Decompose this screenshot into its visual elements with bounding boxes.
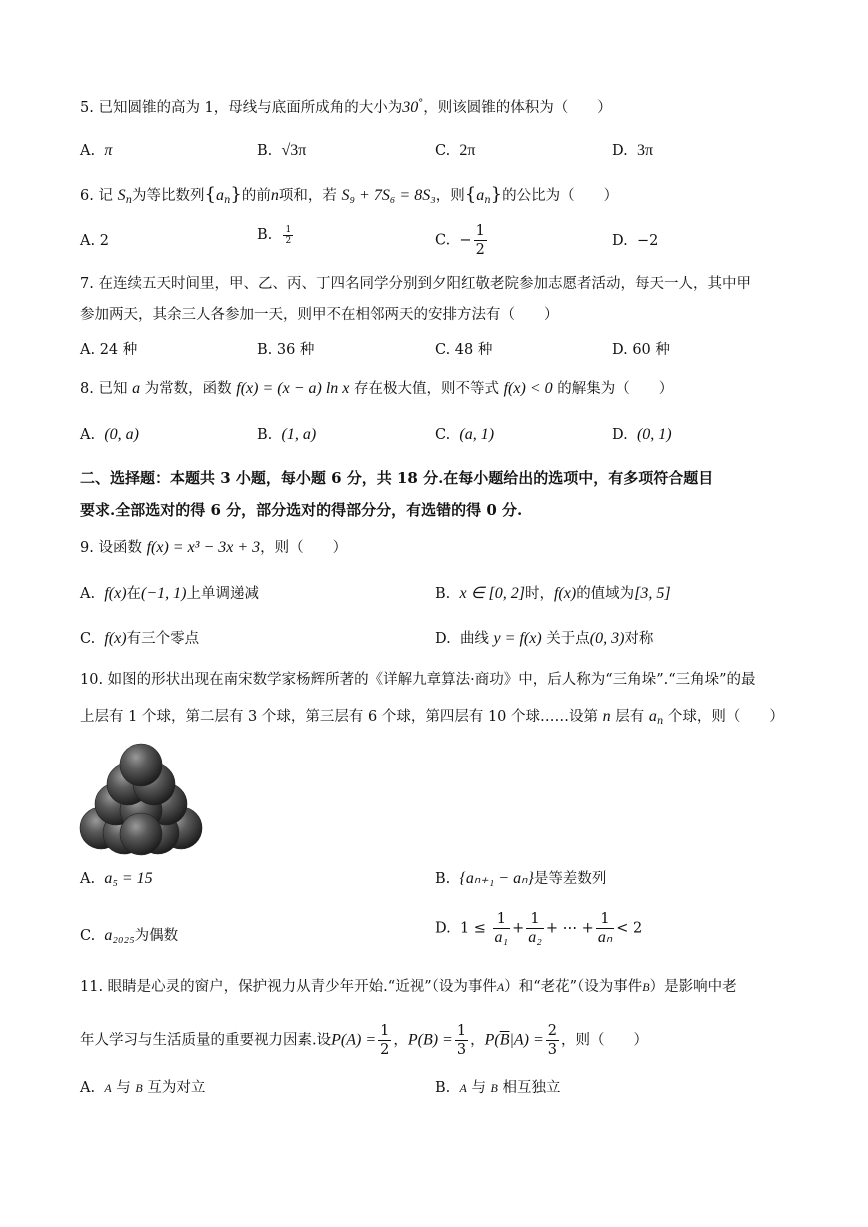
q8-option-d: D. (0, 1) xyxy=(612,426,672,443)
q7-line1: 7. 在连续五天时间里，甲、乙、丙、丁四名同学分别到夕阳红敬老院参加志愿者活动，每天一人，其中甲 xyxy=(80,276,751,292)
triangular-pile-figure xyxy=(76,738,206,856)
q10-line2: 上层有 1 个球，第二层有 3 个球，第三层有 6 个球，第四层有 10 个球……设第 n 层有 $a_n$ 个球，则（ ） xyxy=(80,708,784,727)
q10-d-frac-n: $\frac{1}{\text{aₙ}}$ xyxy=(597,911,613,946)
section2-line1: 二、选择题：本题共 3 小题，每小题 6 分，共 18 分.在每小题给出的选项中，有多项符合题目 xyxy=(80,469,714,487)
q5-option-d: D. 3π xyxy=(612,142,654,159)
q11-pb-fraction: $\frac{1}{3}$ xyxy=(456,1023,467,1058)
q6-option-b: B. $\frac{1}{2}$ xyxy=(257,224,292,246)
q5-degree: ° xyxy=(418,98,424,109)
q5-option-c: C. 2π xyxy=(435,142,476,159)
q10-d-frac-1: $\frac{1}{\text{a₁}}$ xyxy=(494,911,509,946)
q7-option-c: C. 48 种 xyxy=(435,342,493,358)
q9-stem: 9. 设函数 f(x) = x³ − 3x + 3，则（ ） xyxy=(80,539,348,556)
q5-stem xyxy=(80,94,612,118)
q7-option-b: B. 36 种 xyxy=(257,342,315,358)
q10-line1: 10. 如图的形状出现在南宋数学家杨辉所著的《详解九章算法·商功》中，后人称为“三角垛”.“三角垛”的最 xyxy=(80,672,756,688)
q10-option-a: A. a₅ = 15 xyxy=(80,870,153,887)
q6-stem: 6. 记 $S_n$为等比数列$\{a_n\}$的前n项和，若 S₉ + 7S₆ = 8S₃，则$\{a_n\}$的公比为（ ） xyxy=(80,184,619,206)
q9-option-c: C. f(x)有三个零点 xyxy=(80,630,200,647)
q8-option-a: A. (0, a) xyxy=(80,426,139,443)
q6-b-fraction: $\frac{1}{2}$ xyxy=(285,224,292,246)
q9-option-a: A. f(x)在(−1, 1)上单调递减 xyxy=(80,585,259,602)
q11-line1: 11. 眼睛是心灵的窗户，保护视力从青少年开始.“近视”（设为事件A）和“老花”（设为事件B）是影响中老 xyxy=(80,979,737,995)
q11-pba-fraction: $\frac{2}{3}$ xyxy=(547,1023,557,1058)
q8-option-b: B. (1, a) xyxy=(257,426,317,443)
q11-pa-fraction: $\frac{1}{2}$ xyxy=(380,1023,390,1058)
q5-angle: 30 xyxy=(402,99,419,116)
q8-option-c: C. (a, 1) xyxy=(435,426,495,443)
q6-c-fraction: $\frac{1}{2}$ xyxy=(475,223,485,258)
q7-line2: 参加两天，其余三人各参加一天，则甲不在相邻两天的安排方法有（ ） xyxy=(80,307,559,323)
q5-stem-end: ，则该圆锥的体积为（ ） xyxy=(423,100,612,116)
q6-option-a: A. 2 xyxy=(80,233,109,249)
q9-option-d: D. 曲线 y = f(x) 关于点(0, 3)对称 xyxy=(435,630,654,647)
q8-stem: 8. 已知 a 为常数，函数 f(x) = (x − a) ln x 存在极大值，则不等式 f(x) < 0 的解集为（ ） xyxy=(80,380,674,397)
ball xyxy=(120,813,162,855)
q10-option-b: B. {aₙ₊₁ − aₙ}是等差数列 xyxy=(435,870,607,887)
q6-option-c: C. − $\frac{1}{2}$ xyxy=(435,223,485,258)
section2-line2: 要求.全部选对的得 6 分，部分选对的得部分分，有选错的得 0 分. xyxy=(80,501,523,519)
q6-option-d: D. −2 xyxy=(612,233,659,249)
q7-option-d: D. 60 种 xyxy=(612,342,670,358)
q7-option-a: A. 24 种 xyxy=(80,342,138,358)
ball xyxy=(120,744,162,786)
q11-option-a: A. A 与 B 互为对立 xyxy=(80,1080,206,1096)
q5-stem-text: 5. 已知圆锥的高为 1，母线与底面所成角的大小为 xyxy=(80,100,403,116)
q10-option-d: D. 1 ≤ $\frac{1}{\text{a₁}}$ + $\frac{1}{\text{a₂}}$ + ⋯ + $\frac{1}{\text{aₙ}}$ < 2 xyxy=(435,911,643,946)
q5-option-a: A. π xyxy=(80,142,113,159)
q11-line2: 年人学习与生活质量的重要视力因素.设P(A) = $\frac{1}{2}$ ，P(B) = $\frac{1}{3}$ ，$P(\overline{B}|A)$ = $\frac{2}{3}$ ，则（ ） xyxy=(80,1023,648,1058)
q10-d-frac-2: $\frac{1}{\text{a₂}}$ xyxy=(528,911,542,946)
q11-option-b: B. A 与 B 相互独立 xyxy=(435,1080,561,1096)
q5-option-b: B. √3π xyxy=(257,142,307,159)
q9-option-b: B. x ∈ [0, 2]时，f(x)的值域为[3, 5] xyxy=(435,585,671,602)
q10-option-c: C. a₂₀₂₅为偶数 xyxy=(80,927,179,944)
